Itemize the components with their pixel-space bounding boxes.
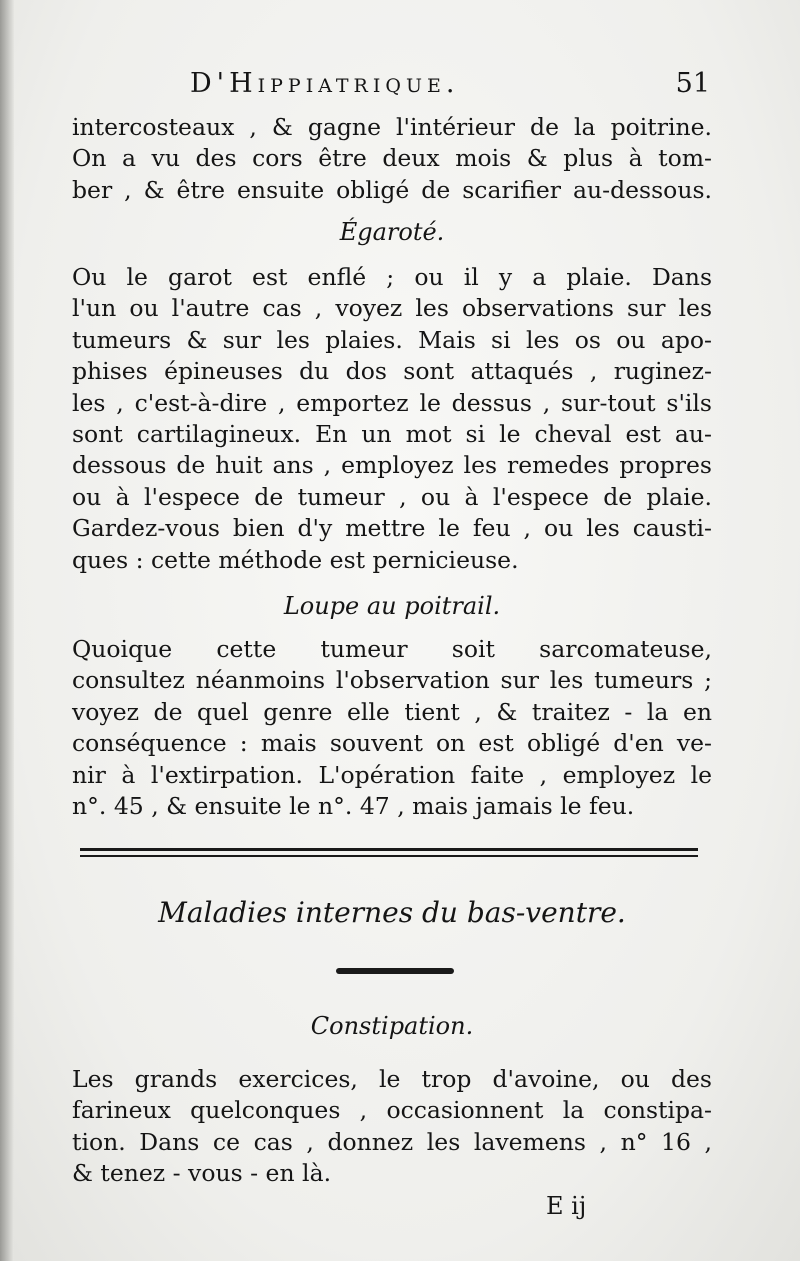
text-line: n°. 45 , & ensuite le n°. 47 , mais jamais le feu. xyxy=(72,792,635,821)
signature-mark: E ij xyxy=(546,1192,587,1220)
text-line: farineux quelconques , occasionnent la constipa- xyxy=(72,1096,712,1125)
text-line: dessous de huit ans , employez les remedes propres xyxy=(72,451,712,480)
text-line: Ou le garot est enflé ; ou il y a plaie. Dans xyxy=(72,263,712,291)
text-line: voyez de quel genre elle tient , & traitez - la en xyxy=(72,697,712,726)
page-number: 51 xyxy=(675,68,710,99)
text-line: Quoique cette tumeur soit sarcomateuse, xyxy=(72,635,712,663)
text-line: Les grands exercices, le trop d'avoine, ou des xyxy=(72,1065,712,1093)
text-line: consultez néanmoins l'observation sur les tumeurs ; xyxy=(72,666,712,695)
text-line: & tenez - vous - en là. xyxy=(72,1159,332,1188)
double-rule-divider xyxy=(80,848,698,857)
text-line: Gardez-vous bien d'y mettre le feu , ou les causti- xyxy=(72,514,712,543)
text-line: les , c'est-à-dire , emportez le dessus , sur-tout s'ils xyxy=(72,388,712,417)
section-title-loupe: Loupe au poitrail. xyxy=(283,592,501,620)
section-title-egarote: Égaroté. xyxy=(339,218,445,246)
text-line: On a vu des cors être deux mois & plus à tom- xyxy=(72,144,712,173)
text-line: tumeurs & sur les plaies. Mais si les os ou apo- xyxy=(72,325,712,354)
intro-paragraph xyxy=(72,112,712,206)
page-gutter-shadow xyxy=(0,0,14,1261)
egarote-paragraph xyxy=(72,262,712,576)
chapter-title: Maladies internes du bas-ventre. xyxy=(158,896,626,929)
text-line: ques : cette méthode est pernicieuse. xyxy=(72,545,519,574)
constipation-paragraph xyxy=(72,1064,712,1190)
text-line: nir à l'extirpation. L'opération faite , employez le xyxy=(72,760,712,789)
short-rule-divider xyxy=(336,968,454,974)
text-line: tion. Dans ce cas , donnez les lavemens , n° 16 , xyxy=(72,1127,712,1156)
text-line: ou à l'espece de tumeur , ou à l'espece de plaie. xyxy=(72,482,712,511)
running-head: D'Hippiatrique. xyxy=(190,68,460,99)
text-line: intercosteaux , & gagne l'intérieur de la poitrine. xyxy=(72,113,712,141)
section-title-constipation: Constipation. xyxy=(310,1012,474,1040)
loupe-paragraph xyxy=(72,634,712,822)
text-line: conséquence : mais souvent on est obligé d'en ve- xyxy=(72,729,712,758)
page-header xyxy=(70,68,710,108)
text-line: ber , & être ensuite obligé de scarifier au-dessous. xyxy=(72,175,712,204)
text-line: phises épineuses du dos sont attaqués , ruginez- xyxy=(72,357,712,386)
text-line: l'un ou l'autre cas , voyez les observations sur les xyxy=(72,294,712,323)
text-line: sont cartilagineux. En un mot si le cheval est au- xyxy=(72,420,712,449)
